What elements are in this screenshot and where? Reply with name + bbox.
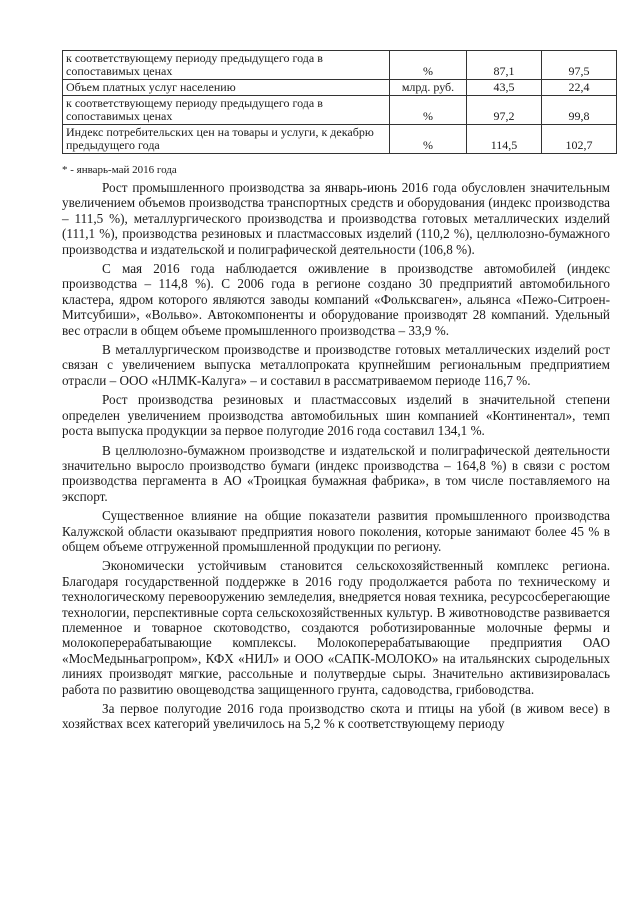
row-label: к соответствующему периоду предыдущего года в сопоставимых ценах bbox=[63, 51, 390, 80]
paragraph: Рост промышленного производства за январь-июнь 2016 года обусловлен значительным увеличением объемов производства транспортных средств и оборудования (индекс производства – 111,5 %), металлургического производства и производства готовых металлических изделий (111,1 %), производства резиновых и пластмассовых изделий (110,2 %), целлюлозно-бумажного производства и издательской и полиграфической деятельности (106,8 %). bbox=[62, 180, 610, 257]
paragraph: Экономически устойчивым становится сельскохозяйственный комплекс региона. Благодаря государственной поддержке в 2016 году продолжается работа по техническому и технологическому перевооружению земледелия, внедряется новая техника, ресурсосберегающие технологии, перспективные сорта сельскохозяйственных культур. В животноводстве развивается племенное и товарное скотоводство, создаются роботизированные молочные фермы и молокоперерабатывающие комплексы. Молокоперерабатывающие предприятия ОАО «МосМедыньагропром», КФХ «НИЛ» и ООО «САПК-МОЛОКО» на итальянских сыродельных линиях производят мягкие, рассольные и полутвердые сыры. Значительно активизировалась работа по развитию овощеводства защищенного грунта, садоводства, грибоводства. bbox=[62, 558, 610, 697]
row-label: к соответствующему периоду предыдущего года в сопоставимых ценах bbox=[63, 96, 390, 125]
row-value-1: 114,5 bbox=[467, 125, 542, 154]
row-unit: % bbox=[390, 96, 467, 125]
paragraph: Рост производства резиновых и пластмассовых изделий в значительной степени определен увеличением производства автомобильных шин компанией «Континентал», темп роста выпуска продукции за первое полугодие 2016 года составил 134,1 %. bbox=[62, 392, 610, 439]
paragraph: С мая 2016 года наблюдается оживление в производстве автомобилей (индекс производства – 114,8 %). С 2006 года в регионе создано 30 предприятий автомобильного кластера, ядром которого являются заводы компаний «Фольксваген», альянса «Пежо-Ситроен-Митсубиши», «Вольво». Автокомпоненты и оборудование производят 28 компаний. Удельный вес отрасли в общем объеме промышленного производства – 33,9 %. bbox=[62, 261, 610, 338]
table-row bbox=[63, 125, 617, 154]
row-label: Объем платных услуг населению bbox=[63, 80, 390, 96]
table-footnote: * - январь-май 2016 года bbox=[62, 164, 177, 176]
row-value-2: 22,4 bbox=[542, 80, 617, 96]
row-unit: % bbox=[390, 125, 467, 154]
table-row bbox=[63, 51, 617, 80]
row-value-1: 87,1 bbox=[467, 51, 542, 80]
row-value-1: 97,2 bbox=[467, 96, 542, 125]
statistics-table bbox=[62, 50, 617, 154]
table-row bbox=[63, 96, 617, 125]
paragraph: В целлюлозно-бумажном производстве и издательской и полиграфической деятельности значительно выросло производство бумаги (индекс производства – 164,8 %) в связи с ростом производства пергамента в АО «Троицкая бумажная фабрика», в том числе поставляемого на экспорт. bbox=[62, 442, 610, 504]
row-value-1: 43,5 bbox=[467, 80, 542, 96]
row-label: Индекс потребительских цен на товары и услуги, к декабрю предыдущего года bbox=[63, 125, 390, 154]
paragraph: Существенное влияние на общие показатели развития промышленного производства Калужской области оказывают предприятия нового поколения, которые занимают более 45 % в общем объеме отгруженной промышленной продукции по региону. bbox=[62, 508, 610, 554]
body-text bbox=[62, 180, 610, 736]
paragraph: В металлургическом производстве и производстве готовых металлических изделий рост связан с увеличением выпуска металлопроката крупнейшим региональным предприятием отрасли – ООО «НЛМК-Калуга» – и составил в рассматриваемом периоде 116,7 %. bbox=[62, 342, 610, 388]
row-unit: млрд. руб. bbox=[390, 80, 467, 96]
row-value-2: 99,8 bbox=[542, 96, 617, 125]
table-row bbox=[63, 80, 617, 96]
paragraph: За первое полугодие 2016 года производство скота и птицы на убой (в живом весе) в хозяйствах всех категорий увеличилось на 5,2 % к соответствующему периоду bbox=[62, 701, 610, 732]
row-unit: % bbox=[390, 51, 467, 80]
row-value-2: 97,5 bbox=[542, 51, 617, 80]
row-value-2: 102,7 bbox=[542, 125, 617, 154]
